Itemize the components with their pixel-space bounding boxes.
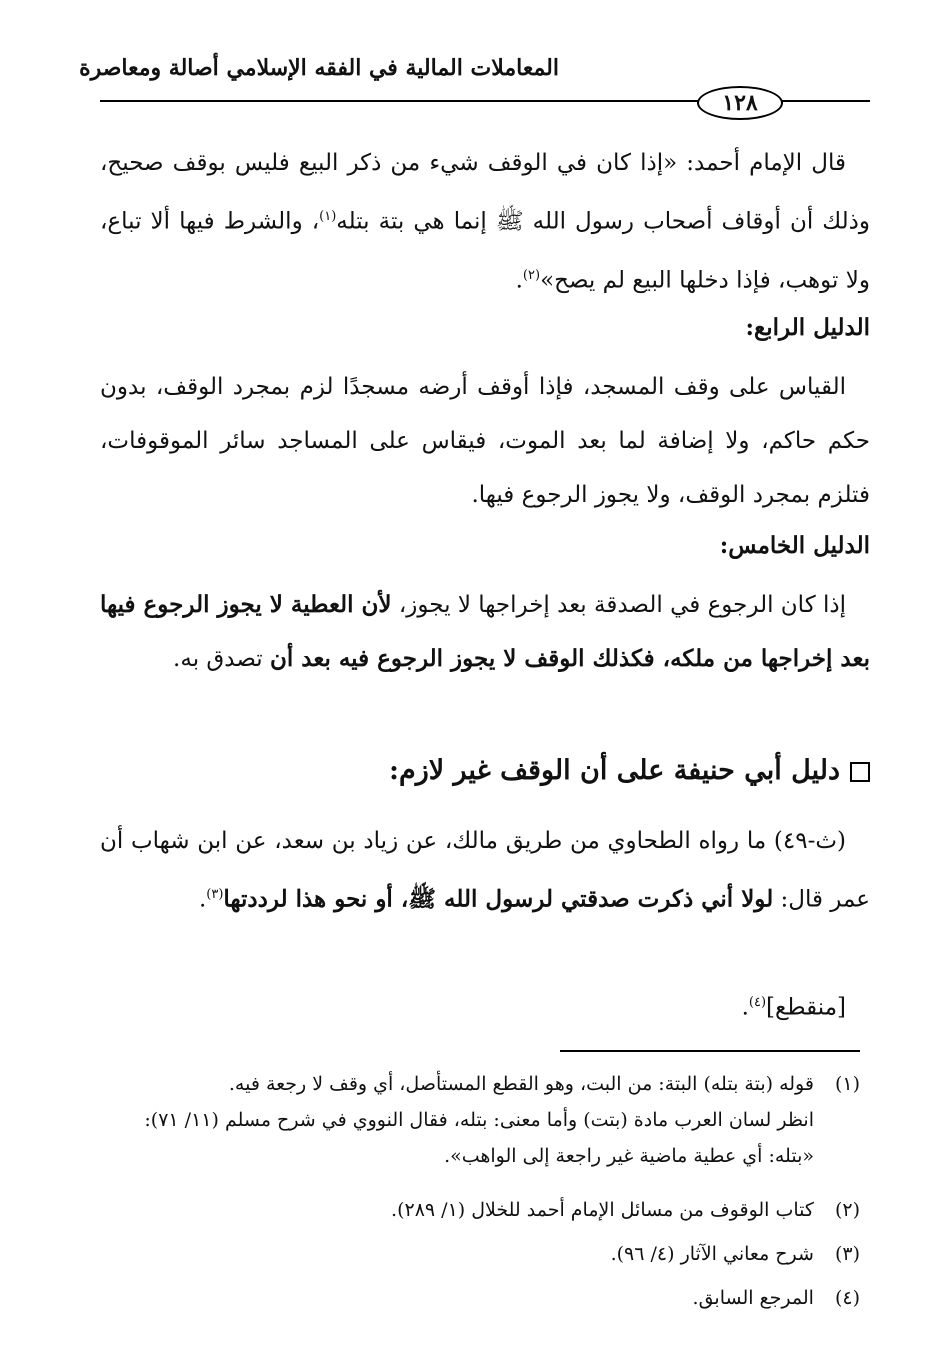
footnote-number: (٣): [834, 1243, 860, 1265]
footnote-3: [100, 1236, 860, 1272]
paragraph-text: تصدق به.: [173, 646, 270, 672]
paragraph-bold-text: لأن العطية لا يجوز الرجوع فيها بعد إخراجها من ملكه، فكذلك الوقف لا يجوز الرجوع فيه بعد أن: [100, 591, 870, 672]
page-number: ١٢٨: [697, 86, 783, 120]
heading-fourth-evidence: الدليل الرابع:: [745, 314, 870, 341]
footnote-text: كتاب الوقوف من مسائل الإمام أحمد للخلال (١/ ٢٨٩).: [391, 1199, 814, 1221]
footnote-ref: (٢): [522, 267, 541, 283]
footnote-ref: (٣): [206, 887, 224, 902]
paragraph-text: .: [198, 886, 207, 913]
footnote-text: «بتله: أي عطية ماضية غير راجعة إلى الواهب».: [444, 1145, 814, 1167]
paragraph-bold-text: لولا أني ذكرت صدقتي لرسول الله ﷺ، أو نحو هذا لرددتها: [223, 885, 774, 913]
paragraph-text: .: [741, 994, 749, 1021]
footnote-separator: [560, 1050, 860, 1052]
footnote-4: [100, 1280, 860, 1316]
paragraph-text: إذا كان الرجوع في الصدقة بعد إخراجها لا يجوز،: [391, 592, 846, 618]
footnote-text: المرجع السابق.: [692, 1287, 814, 1309]
section-title-text: دليل أبي حنيفة على أن الوقف غير لازم:: [389, 755, 840, 786]
paragraph-athar-49: [100, 814, 870, 927]
footnote-text: قوله (بتة بتله) البتة: من البت، وهو القطع المستأصل، أي وقف لا رجعة فيه.: [228, 1073, 814, 1095]
footnote-text: انظر لسان العرب مادة (بتت) وأما معنى: بتله، فقال النووي في شرح مسلم (١١/ ٧١):: [144, 1109, 814, 1131]
paragraph-text: (ث-٤٩) ما رواه الطحاوي من طريق مالك، عن زياد بن سعد، عن ابن شهاب أن عمر قال:: [100, 828, 870, 913]
section-title: [389, 755, 870, 786]
paragraph-fifth-evidence: [100, 578, 870, 686]
footnote-ref: (٤): [748, 995, 767, 1010]
footnote-ref: (١): [319, 209, 337, 224]
footnote-text: شرح معاني الآثار (٤/ ٩٦).: [610, 1243, 814, 1265]
footnote-1: [100, 1066, 860, 1174]
heading-fifth-evidence: الدليل الخامس:: [719, 532, 870, 559]
footnote-number: (٢): [834, 1199, 860, 1221]
grading-note: [100, 976, 870, 1035]
paragraph-fourth-evidence: القياس على وقف المسجد، فإذا أوقف أرضه مسجدًا لزم بمجرد الوقف، بدون حكم حاكم، ولا إضافة لما بعد الموت، فيقاس على المساجد سائر الموقوفات، فتلزم بمجرد الوقف، ولا يجوز الرجوع فيها.: [100, 374, 870, 508]
square-bullet-icon: [850, 762, 870, 782]
footnote-number: (٤): [834, 1287, 860, 1309]
paragraph-imam-ahmad: [100, 136, 870, 307]
paragraph-text: قال الإمام أحمد: «إذا كان في الوقف شيء من ذكر البيع فليس بوقف صحيح، وذلك أن أوقاف أصحاب رسول الله ﷺ إنما هي بتة بتله: [100, 150, 871, 235]
grading-text: [منقطع]: [766, 994, 846, 1021]
paragraph-text: .: [515, 267, 523, 294]
paragraph-text: ، والشرط فيها ألا تباع، ولا توهب، فإذا دخلها البيع لم يصح»: [100, 208, 870, 294]
footnote-number: (١): [834, 1073, 860, 1095]
footnote-2: [100, 1192, 860, 1228]
running-title: المعاملات المالية في الفقه الإسلامي أصالة ومعاصرة: [79, 55, 559, 81]
